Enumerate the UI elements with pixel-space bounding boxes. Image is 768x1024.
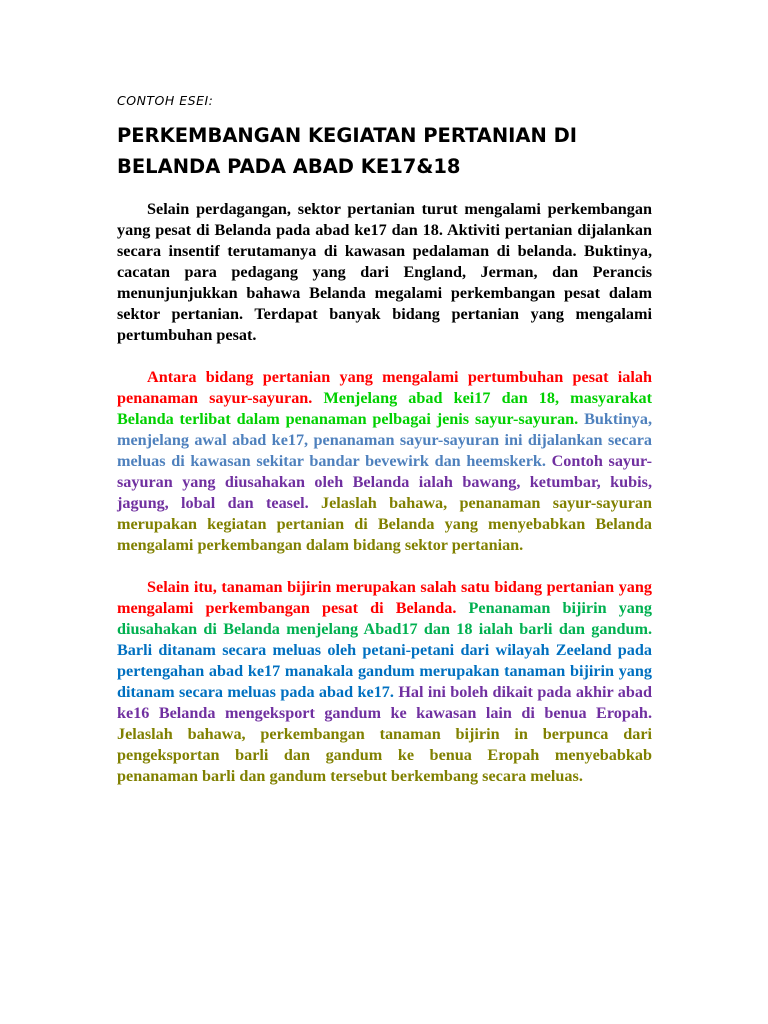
paragraph-segment: Selain itu, tanaman bijirin merupakan salah satu bidang pertanian yang mengalami perkembangan pesat di Belanda.: [117, 578, 652, 617]
paragraph-segment: Jelaslah bahawa, penanaman sayur-sayuran merupakan kegiatan pertanian di Belanda yang menyebabkan Belanda mengalami perkembangan dalam bidang sektor pertanian.: [117, 494, 652, 554]
essay-title: PERKEMBANGAN KEGIATAN PERTANIAN DI BELANDA PADA ABAD KE17&18: [117, 124, 578, 178]
essay-paragraph: [117, 577, 652, 787]
paragraph-segment: Antara bidang pertanian yang mengalami pertumbuhan pesat ialah penanaman sayur-sayuran.: [117, 368, 652, 407]
paragraph-segment: Hal ini boleh dikait pada akhir abad ke16 Belanda mengeksport gandum ke kawasan lain di benua Eropah.: [117, 683, 652, 722]
essay-paragraph: [117, 199, 652, 346]
paragraph-segment: Penanaman bijirin yang diusahakan di Belanda menjelang Abad17 dan 18 ialah barli dan gandum.: [117, 599, 652, 638]
paragraph-segment: Jelaslah bahawa, perkembangan tanaman bijirin in berpunca dari pengeksportan barli dan gandum ke benua Eropah menyebabkab penanaman barli dan gandum tersebut berkembang secara meluas.: [117, 725, 652, 785]
paragraph-segment: Contoh sayur-sayuran yang diusahakan oleh Belanda ialah bawang, ketumbar, kubis, jagung, lobal dan teasel.: [117, 452, 652, 512]
paragraph-segment: Menjelang abad kei17 dan 18, masyarakat Belanda terlibat dalam penanaman pelbagai jenis sayur-sayuran.: [117, 389, 652, 428]
essay-paragraph: [117, 367, 652, 556]
paragraph-segment: Selain perdagangan, sektor pertanian turut mengalami perkembangan yang pesat di Belanda pada abad ke17 dan 18. Aktiviti pertanian dijalankan secara insentif terutamanya di kawasan pedalaman di belanda. Buktinya, cacatan para pedagang yang dari England, Jerman, dan Perancis menunjunjukkan bahawa Belanda megalami perkembangan pesat dalam sektor pertanian. Terdapat banyak bidang pertanian yang mengalami pertumbuhan pesat.: [117, 200, 652, 344]
paragraph-segment: Barli ditanam secara meluas oleh petani-petani dari wilayah Zeeland pada pertengahan abad ke17 manakala gandum merupakan tanaman bijirin yang ditanam secara meluas pada abad ke17.: [117, 641, 652, 701]
essay-label: CONTOH ESEI:: [117, 93, 214, 108]
essay-body: [117, 199, 652, 787]
paragraph-segment: Buktinya, menjelang awal abad ke17, penanaman sayur-sayuran ini dijalankan secara meluas di kawasan sekitar bandar bevewirk dan heemskerk.: [117, 410, 652, 470]
